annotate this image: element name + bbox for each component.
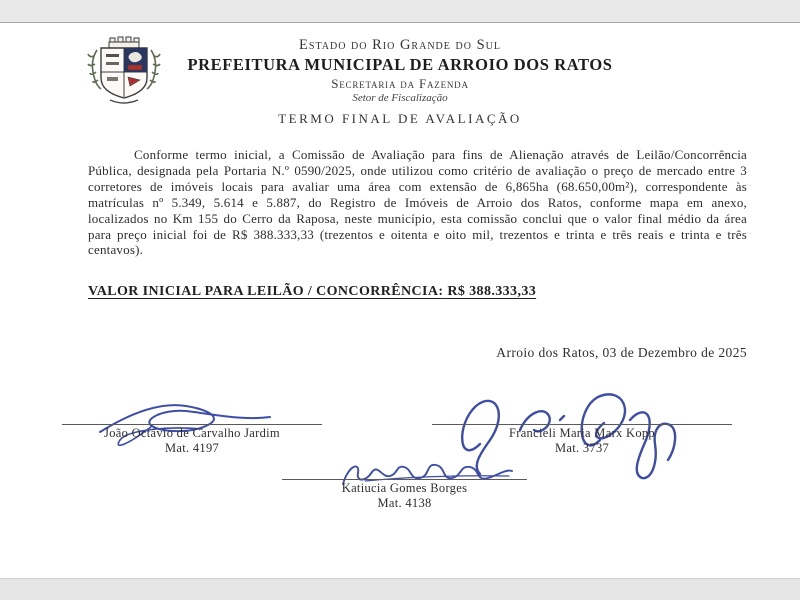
signature-rule <box>62 424 322 425</box>
body-paragraph: Conforme termo inicial, a Comissão de Avaliação para fins de Alienação através de Leilão/Concorrência Pública, designada pela Portaria N.º 0590/2025, onde utilizou como critério de avaliação o preço de mercado entre 3 corretores de imóveis locais para avaliar uma área com extensão de 6,865ha (68.650,00m²), correspondente às matrículas nº 5.349, 5.614 e 5.887, do Registro de Imóveis de Arroio dos Ratos, conforme mapa em anexo, localizados no Km 155 do Cerro da Raposa, neste município, esta comissão conclui que o valor final médio da área para preço inicial foi de R$ 388.333,33 (trezentos e oitenta e oito mil, trezentos e trinta e três reais e trinta e três centavos). <box>88 147 747 258</box>
letterhead <box>0 37 800 104</box>
signatory-name: Katiucia Gomes Borges <box>341 481 468 495</box>
department-name: Secretaria da Fazenda <box>331 76 469 91</box>
signatory-registration: Mat. 4197 <box>164 441 220 455</box>
signatory-name: João Octávio de Carvalho Jardim <box>104 426 280 440</box>
signature-rule <box>432 424 732 425</box>
initial-value-label: VALOR INICIAL PARA LEILÃO / CONCORRÊNCIA: <box>88 284 444 299</box>
signature-rule <box>282 479 527 480</box>
signatory-registration: Mat. 4138 <box>377 496 432 510</box>
signatory-name: Francieli Maria Marx Kopp <box>508 426 655 440</box>
place-and-date-line: Arroio dos Ratos, 03 de Dezembro de 2025 <box>496 345 747 360</box>
signature-block-katiucia <box>282 479 527 511</box>
signature-block-francieli <box>432 424 732 456</box>
signatory-registration: Mat. 3737 <box>554 441 610 455</box>
document-title: TERMO FINAL DE AVALIAÇÃO <box>278 111 522 126</box>
sector-name: Setor de Fiscalização <box>352 92 448 104</box>
state-name: Estado do Rio Grande do Sul <box>299 37 501 53</box>
signature-block-joao <box>62 424 322 456</box>
initial-value-line <box>88 284 536 300</box>
initial-value-amount: R$ 388.333,33 <box>447 284 537 299</box>
municipality-name: PREFEITURA MUNICIPAL DE ARROIO DOS RATOS <box>187 55 613 74</box>
